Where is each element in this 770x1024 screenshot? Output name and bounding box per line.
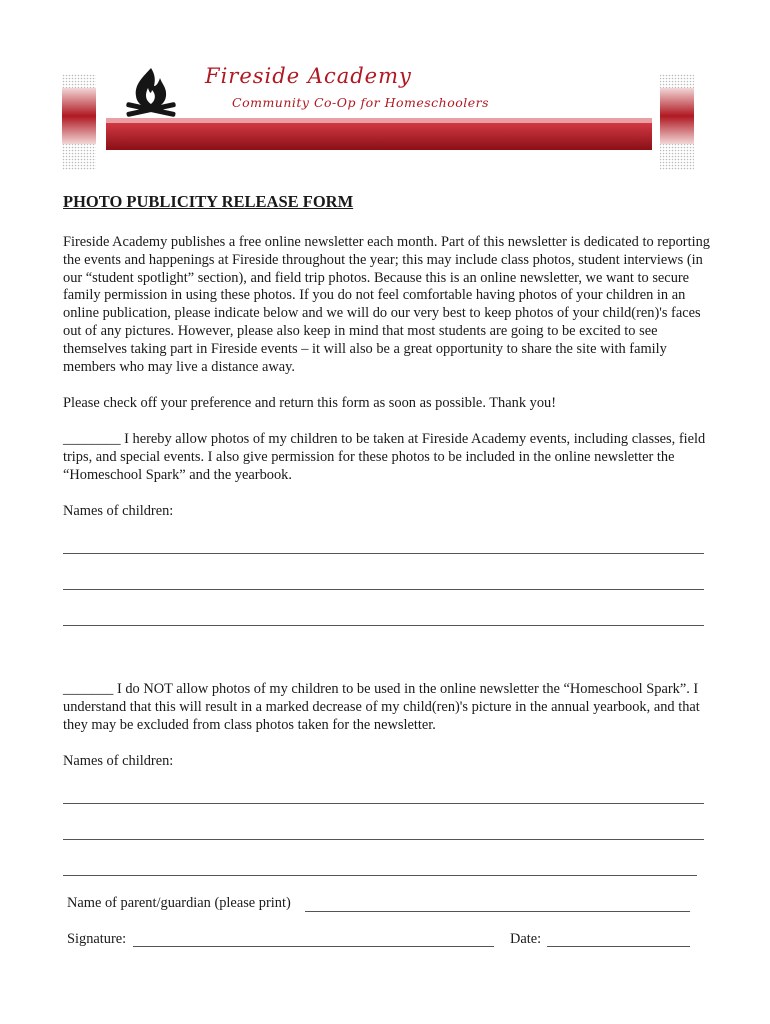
deny-option[interactable]: _______ I do NOT allow photos of my children to be used in the online newsletter the “Homeschool Spark”. I understand that this will result in a marked decrease of my child(ren)'s picture in the annual yearbook, and that they may be excluded from class photos taken for the newsletter.	[63, 681, 700, 733]
intro-paragraph: Fireside Academy publishes a free online newsletter each month. Part of this newsletter is dedicated to reporting the events and happenings at Fireside throughout the year; this may include class photos, student interviews (in our “student spotlight” section), and field trip photos. Because this is an online newsletter, we want to secure family permission in using these photos. If you do not feel comfortable having photos of your children in an online publication, please indicate below and we will do our very best to keep photos of your child(ren)'s faces out of any pictures. However, please also keep in mind that most students are going to be excited to see themselves taking part in Fireside events – it will also be a great opportunity to share the site with family members who may live a distance away.	[63, 234, 710, 375]
names-label-allow: Names of children:	[63, 503, 174, 519]
academy-subtitle: Community Co-Op for Homeschoolers	[232, 95, 490, 110]
parent-name-label: Name of parent/guardian (please print)	[67, 895, 291, 911]
campfire-icon	[118, 64, 184, 122]
names-line-deny-3[interactable]	[63, 875, 697, 876]
names-line-allow-2[interactable]	[63, 589, 704, 590]
instruction-text: Please check off your preference and return this form as soon as possible. Thank you!	[63, 395, 556, 411]
date-line[interactable]	[547, 946, 690, 947]
parent-name-line[interactable]	[305, 911, 690, 912]
allow-option[interactable]: ________ I hereby allow photos of my children to be taken at Fireside Academy events, including classes, field trips, and special events. I also give permission for these photos to be included in the online newsletter the “Homeschool Spark” and the yearbook.	[63, 431, 706, 483]
form-heading: PHOTO PUBLICITY RELEASE FORM	[63, 192, 354, 211]
signature-line[interactable]	[133, 946, 494, 947]
date-label: Date:	[510, 931, 542, 947]
academy-name: Fireside Academy	[205, 64, 412, 88]
names-line-deny-2[interactable]	[63, 839, 704, 840]
signature-label: Signature:	[67, 931, 127, 947]
names-line-allow-3[interactable]	[63, 625, 704, 626]
names-line-deny-1[interactable]	[63, 803, 704, 804]
names-label-deny: Names of children:	[63, 753, 174, 769]
names-line-allow-1[interactable]	[63, 553, 704, 554]
